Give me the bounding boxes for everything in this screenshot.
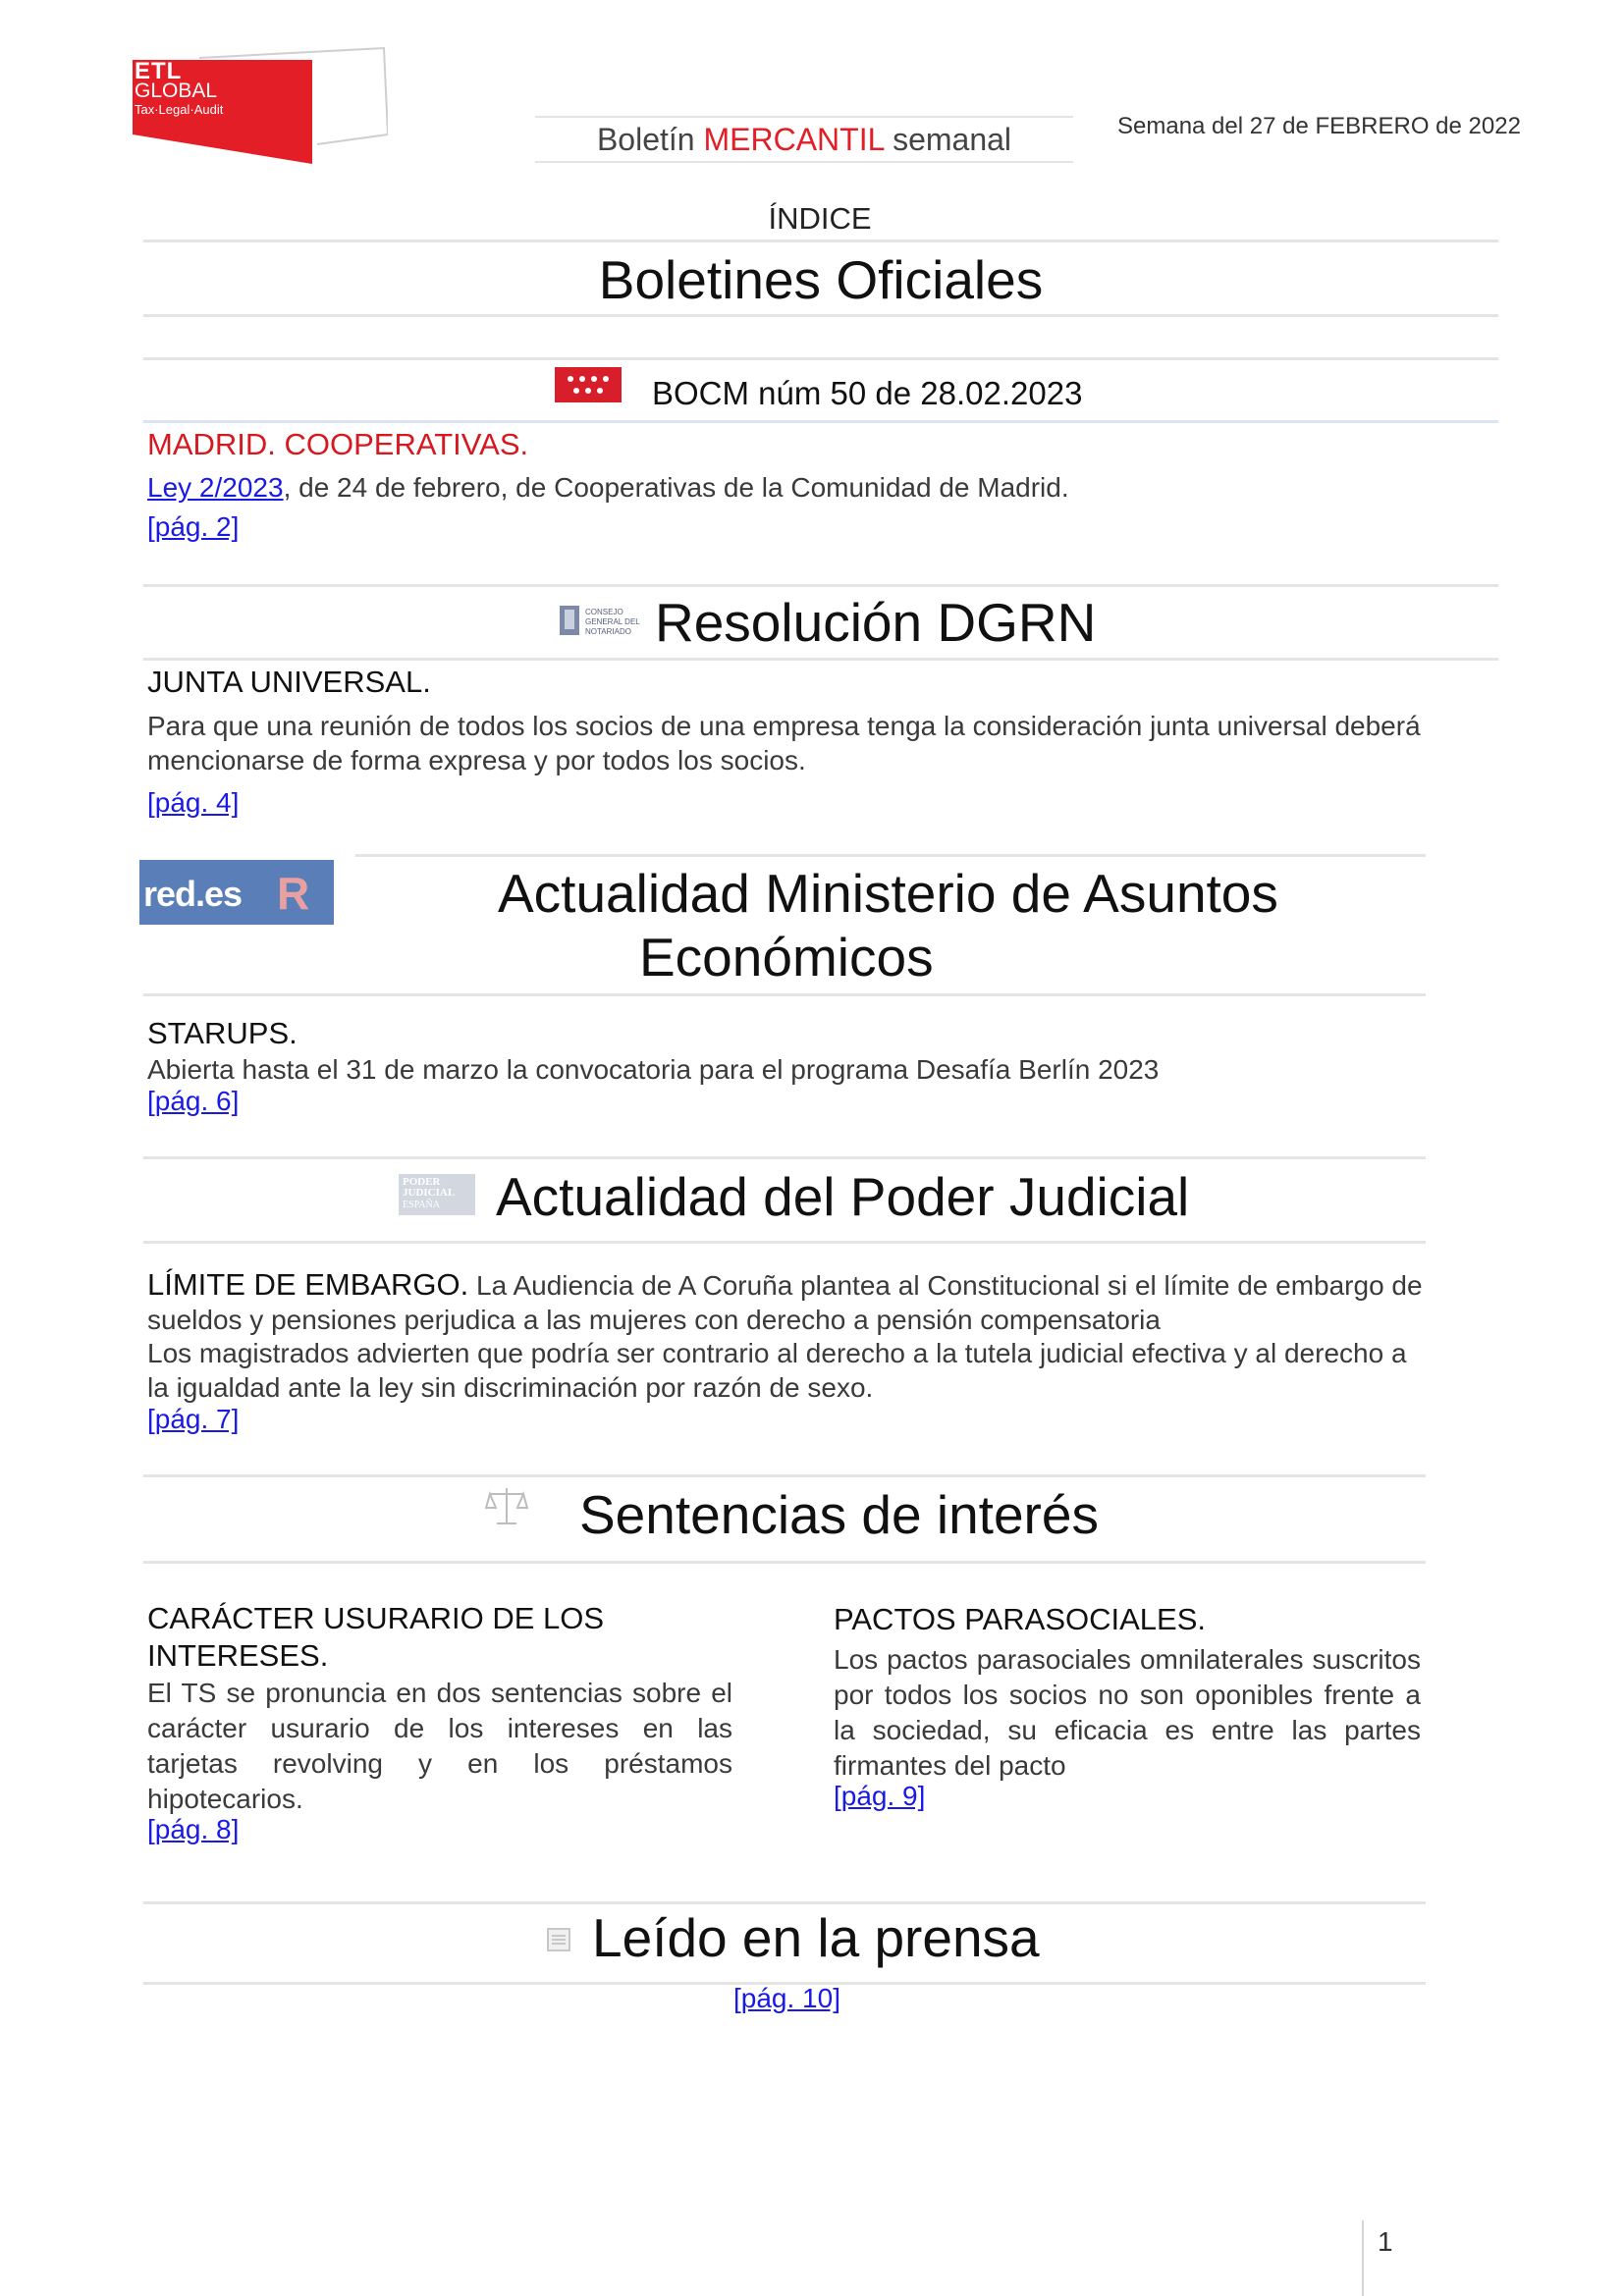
newspaper-icon-shape <box>546 1927 571 1952</box>
judicial-rule-top <box>143 1156 1426 1159</box>
red-es-logo-text: red.es <box>143 874 243 914</box>
page-number-divider <box>1362 2220 1364 2296</box>
section-title-judicial: Actualidad del Poder Judicial <box>496 1166 1190 1227</box>
sentencias-rule-top <box>143 1474 1426 1477</box>
section-title-boletines: Boletines Oficiales <box>598 249 1044 310</box>
section-title-ministerio-2: Económicos <box>639 927 934 988</box>
etl-logo-line2: GLOBAL <box>135 80 218 102</box>
item-title-starups: STARUPS. <box>147 1016 298 1050</box>
item-title-junta: JUNTA UNIVERSAL. <box>147 665 431 699</box>
red-es-logo-mark-icon: R <box>277 868 310 919</box>
judicial-rule-bottom <box>143 1241 1426 1244</box>
notariado-logo <box>558 604 651 641</box>
item-text-parasociales: Los pactos parasociales omnilaterales suscritos por todos los socios no son oponibles frente a la sociedad, su eficacia es entre las partes firmantes del pacto <box>834 1644 1421 1781</box>
page-number: 1 <box>1378 2226 1393 2257</box>
dgrn-rule-bottom <box>143 658 1498 661</box>
index-rule <box>143 240 1498 242</box>
page-link-6[interactable]: [pág. 6] <box>147 1086 240 1116</box>
header-rule-top <box>535 116 1073 118</box>
notariado-emblem-icon <box>558 604 581 637</box>
ley-link[interactable]: Ley 2/2023 <box>147 472 284 503</box>
page-link-7[interactable]: [pág. 7] <box>147 1404 240 1434</box>
section-title-ministerio-1: Actualidad Ministerio de Asuntos <box>498 863 1278 924</box>
red-es-logo <box>139 860 334 925</box>
item-title-parasociales: PACTOS PARASOCIALES. <box>834 1602 1207 1636</box>
page-link-10[interactable]: [pág. 10] <box>733 1983 840 2013</box>
item-text-embargo-2: Los magistrados advierten que podría ser contrario al derecho a la tutela judicial efectiva y al derecho a la igualdad ante la ley sin discriminación por razón de sexo. <box>147 1338 1407 1403</box>
item-title-embargo: LÍMITE DE EMBARGO. <box>147 1267 469 1302</box>
item-text-junta: Para que una reunión de todos los socios de una empresa tenga la consideración junta universal deberá mencionarse de forma expresa y por todos los socios. <box>147 711 1421 775</box>
ministerio-rule-bottom <box>143 993 1426 996</box>
page-link-9[interactable]: [pág. 9] <box>834 1781 926 1811</box>
ley-text: , de 24 de febrero, de Cooperativas de la Comunidad de Madrid. <box>283 472 1069 503</box>
page-link-8[interactable]: [pág. 8] <box>147 1814 240 1844</box>
poder-judicial-logo-line2: JUDICIAL <box>403 1187 456 1199</box>
bulletin-highlight: MERCANTIL <box>703 122 885 157</box>
item-text-embargo <box>147 1267 1424 1337</box>
scales-icon-shape <box>484 1484 529 1529</box>
boletines-rule <box>143 314 1498 317</box>
ministerio-rule-top <box>355 854 1426 857</box>
index-label: ÍNDICE <box>768 201 872 236</box>
bocm-rule-bottom <box>143 420 1498 423</box>
bulletin-suffix: semanal <box>884 122 1012 157</box>
etl-logo <box>131 46 388 164</box>
notariado-logo-text: CONSEJO GENERAL DEL NOTARIADO <box>585 608 640 636</box>
item-title-usurario: CARÁCTER USURARIO DE LOS INTERESES. <box>147 1601 605 1673</box>
bocm-rule-top <box>143 357 1498 360</box>
item-text-usurario: El TS se pronuncia en dos sentencias sobre el carácter usurario de los intereses en las tarjetas revolving y en los préstamos hipotecarios. <box>147 1678 732 1814</box>
page-link-2[interactable]: [pág. 2] <box>147 511 240 542</box>
bulletin-prefix: Boletín <box>596 122 704 157</box>
week-label: Semana del 27 de FEBRERO de 2022 <box>1117 113 1521 139</box>
poder-judicial-logo-line3: ESPAÑA <box>403 1200 440 1210</box>
prensa-rule-top <box>143 1901 1426 1904</box>
bocm-subtitle: BOCM núm 50 de 28.02.2023 <box>652 375 1083 411</box>
sentencias-rule-bottom <box>143 1561 1426 1564</box>
section-title-sentencias: Sentencias de interés <box>579 1484 1099 1545</box>
poder-judicial-logo-line1: PODER <box>403 1176 441 1188</box>
poder-judicial-logo <box>399 1174 475 1215</box>
page-link-4[interactable]: [pág. 4] <box>147 787 240 818</box>
scales-icon <box>484 1484 529 1529</box>
section-title-dgrn: Resolución DGRN <box>655 592 1097 653</box>
etl-logo-line1: ETL <box>135 58 183 84</box>
item-text-embargo-1: La Audiencia de A Coruña plantea al Constitucional si el límite de embargo de sueldos y pensiones perjudica a las mujeres con derecho a pensión compensatoria <box>147 1270 1423 1335</box>
header-rule-bottom <box>535 161 1073 163</box>
section-title-prensa: Leído en la prensa <box>592 1907 1040 1968</box>
dgrn-rule-top <box>143 584 1498 587</box>
item-title-cooperativas: MADRID. COOPERATIVAS. <box>147 427 529 461</box>
madrid-flag-icon <box>555 367 622 402</box>
item-text-cooperativas <box>147 470 1069 505</box>
etl-logo-line3: Tax·Legal·Audit <box>135 102 224 117</box>
flag-stars <box>555 367 622 402</box>
bulletin-title <box>535 122 1073 158</box>
newspaper-icon <box>546 1927 571 1952</box>
item-text-starups: Abierta hasta el 31 de marzo la convocatoria para el programa Desafía Berlín 2023 <box>147 1054 1160 1085</box>
